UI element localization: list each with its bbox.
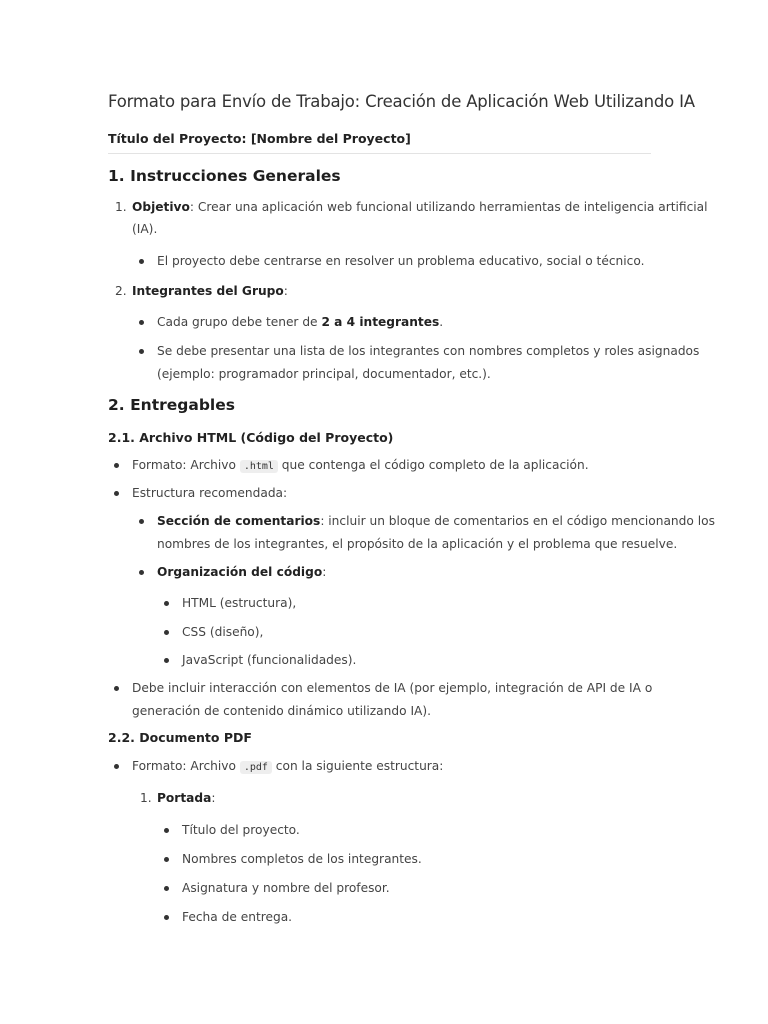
divider <box>108 153 651 154</box>
list-item: Fecha de entrega. <box>182 910 293 924</box>
bullet-icon <box>114 764 119 769</box>
subsection-2-1-heading: 2.1. Archivo HTML (Código del Proyecto) <box>108 430 394 445</box>
bullet-icon <box>164 630 169 635</box>
list-number: 1. <box>140 791 152 805</box>
list-item <box>157 311 443 333</box>
bullet-icon <box>114 686 119 691</box>
bullet-icon <box>114 491 119 496</box>
bullet-icon <box>139 259 144 264</box>
organizacion-label: Organización del código <box>157 565 323 579</box>
section1-heading: 1. Instrucciones Generales <box>108 167 341 185</box>
bullet-icon <box>139 320 144 325</box>
list-item: Título del proyecto. <box>182 823 300 837</box>
portada-label: Portada <box>157 791 212 805</box>
project-title-label: Título del Proyecto: [Nombre del Proyecto] <box>108 131 411 146</box>
section2-heading: 2. Entregables <box>108 396 235 414</box>
portada-suffix: : <box>211 791 216 805</box>
list-item: JavaScript (funcionalidades). <box>182 653 357 667</box>
bullet-icon <box>139 519 144 524</box>
list-item: Estructura recomendada: <box>132 486 288 500</box>
bullet-suffix: con la siguiente estructura: <box>271 759 444 773</box>
list-number: 2. <box>115 284 127 298</box>
list-item: HTML (estructura), <box>182 596 297 610</box>
bullet-icon <box>164 828 169 833</box>
bullet-icon <box>139 349 144 354</box>
list-item-portada <box>157 787 215 809</box>
comentarios-text-cont: nombres de los integrantes, el propósito de la aplicación y el problema que resuelve. <box>157 537 678 551</box>
organizacion-suffix: : <box>322 565 327 579</box>
bullet-icon <box>139 570 144 575</box>
list-item-objetivo <box>132 196 708 218</box>
list-item: Se debe presentar una lista de los integrantes con nombres completos y roles asignados <box>157 344 700 358</box>
list-item-organizacion <box>157 561 326 583</box>
list-item-cont: (ejemplo: programador principal, documentador, etc.). <box>157 367 491 381</box>
bullet-icon <box>164 857 169 862</box>
objetivo-text: : Crear una aplicación web funcional utilizando herramientas de inteligencia artificial <box>189 200 708 214</box>
bullet-text: Cada grupo debe tener de <box>157 315 322 329</box>
bullet-suffix: . <box>439 315 444 329</box>
list-item: Nombres completos de los integrantes. <box>182 852 422 866</box>
inline-code: .pdf <box>240 761 272 774</box>
list-item-integrantes <box>132 280 288 302</box>
inline-code: .html <box>240 460 278 473</box>
document-title: Formato para Envío de Trabajo: Creación de Aplicación Web Utilizando IA <box>108 92 695 111</box>
comentarios-text: : incluir un bloque de comentarios en el código mencionando los <box>320 514 715 528</box>
bullet-icon <box>114 463 119 468</box>
list-item: CSS (diseño), <box>182 625 264 639</box>
list-item <box>132 755 443 779</box>
bullet-icon <box>164 886 169 891</box>
objetivo-label: Objetivo <box>132 200 190 214</box>
subsection-2-2-heading: 2.2. Documento PDF <box>108 730 252 745</box>
list-item-comentarios <box>157 510 715 532</box>
bullet-icon <box>164 658 169 663</box>
integrantes-suffix: : <box>283 284 288 298</box>
bullet-icon <box>164 601 169 606</box>
bullet-text: Formato: Archivo <box>132 759 240 773</box>
list-item-cont: generación de contenido dinámico utilizando IA). <box>132 704 432 718</box>
bullet-text: Formato: Archivo <box>132 458 240 472</box>
objetivo-text-cont: (IA). <box>132 222 158 236</box>
list-item: El proyecto debe centrarse en resolver un problema educativo, social o técnico. <box>157 254 645 268</box>
comentarios-label: Sección de comentarios <box>157 514 321 528</box>
list-item: Debe incluir interacción con elementos de IA (por ejemplo, integración de API de IA o <box>132 681 653 695</box>
bullet-bold: 2 a 4 integrantes <box>321 315 440 329</box>
list-item: Asignatura y nombre del profesor. <box>182 881 390 895</box>
bullet-suffix: que contenga el código completo de la aplicación. <box>277 458 589 472</box>
bullet-icon <box>164 915 169 920</box>
list-item <box>132 454 589 478</box>
integrantes-label: Integrantes del Grupo <box>132 284 284 298</box>
list-number: 1. <box>115 200 127 214</box>
